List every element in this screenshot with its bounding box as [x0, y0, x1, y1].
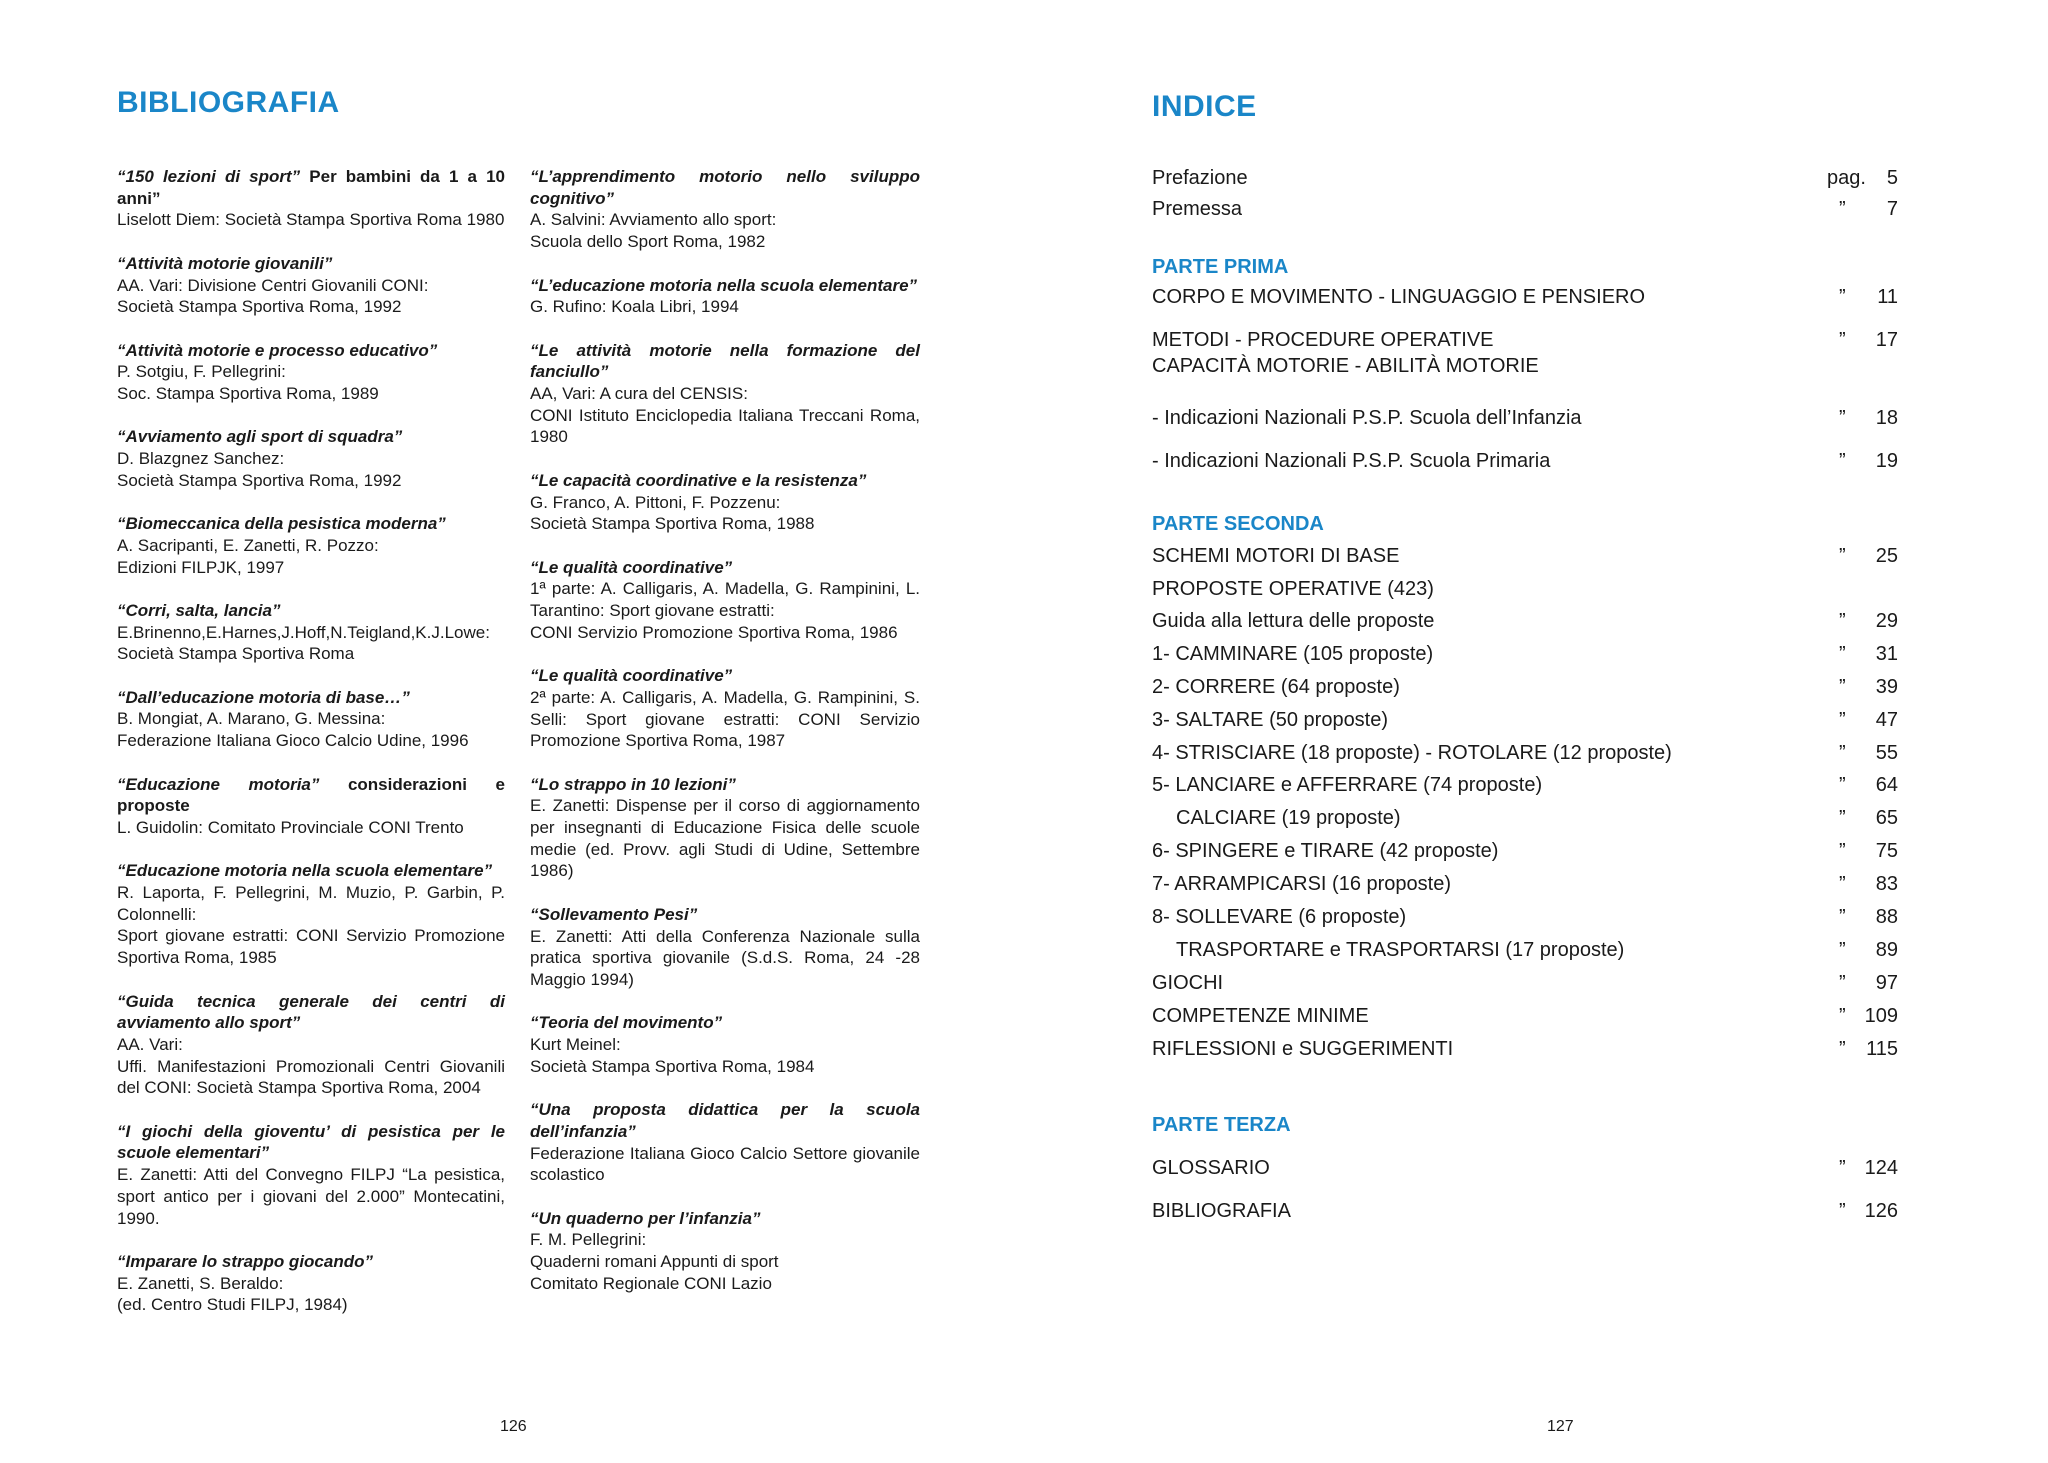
index-page-number: 89: [1875, 939, 1898, 961]
entry-detail: E. Zanetti: Atti della Conferenza Nazionale sulla pratica sportiva giovanile (S.d.S. Roma, 24 -28 Maggio 1994): [530, 926, 920, 989]
entry-detail: Società Stampa Sportiva Roma, 1992: [117, 470, 402, 490]
index-page-marker: ”: [1839, 709, 1846, 731]
index-page-number: 83: [1875, 873, 1898, 895]
index-page-marker: ”: [1839, 807, 1846, 829]
entry-title: “150 lezioni di sport”: [117, 167, 301, 186]
bibliography-entry: [117, 1121, 505, 1230]
entry-title: “Avviamento agli sport di squadra”: [117, 427, 403, 447]
index-label: CALCIARE (19 proposte): [1176, 807, 1401, 829]
index-section-heading: PARTE TERZA: [1152, 1114, 1291, 1136]
index-label: CAPACITÀ MOTORIE - ABILITÀ MOTORIE: [1152, 355, 1539, 377]
index-label: SCHEMI MOTORI DI BASE: [1152, 545, 1400, 567]
entry-detail: CONI Servizio Promozione Sportiva Roma, 1986: [530, 622, 898, 642]
entry-detail: L. Guidolin: Comitato Provinciale CONI Trento: [117, 817, 464, 837]
index-page-number: 19: [1875, 450, 1898, 472]
bibliography-entry: [530, 1012, 920, 1077]
entry-title: “I giochi della gioventu’ di pesistica per le scuole elementari”: [117, 1121, 505, 1163]
entry-detail: CONI Istituto Enciclopedia Italiana Treccani Roma, 1980: [530, 405, 920, 447]
index-page-number: 115: [1866, 1038, 1898, 1060]
bibliography-entry: [117, 340, 505, 405]
index-label: Prefazione: [1152, 167, 1248, 189]
bibliography-entry: [117, 1251, 505, 1316]
bibliography-entry: [117, 687, 505, 752]
index-label: CORPO E MOVIMENTO - LINGUAGGIO E PENSIERO: [1152, 286, 1646, 308]
index-page-number: 18: [1875, 407, 1898, 429]
bibliography-entry: [530, 1208, 920, 1295]
bibliography-entry: [117, 513, 505, 578]
index-page-marker: ”: [1839, 610, 1846, 632]
index-page-marker: ”: [1839, 198, 1846, 220]
index-label: COMPETENZE MINIME: [1152, 1005, 1369, 1027]
entry-detail: Società Stampa Sportiva Roma, 1992: [117, 297, 402, 317]
entry-detail: G. Franco, A. Pittoni, F. Pozzenu:: [530, 492, 781, 512]
entry-title: “Guida tecnica generale dei centri di avviamento allo sport”: [117, 991, 505, 1033]
page-number: 127: [1547, 1418, 1574, 1435]
entry-detail: Quaderni romani Appunti di sport: [530, 1252, 779, 1271]
entry-detail: Soc. Stampa Sportiva Roma, 1989: [117, 384, 379, 403]
entry-title: “Imparare lo strappo giocando”: [117, 1251, 373, 1271]
entry-detail: Scuola dello Sport Roma, 1982: [530, 232, 766, 252]
bibliography-entry: [117, 774, 505, 839]
entry-detail: P. Sotgiu, F. Pellegrini:: [117, 362, 286, 382]
index-page-marker: ”: [1839, 1038, 1846, 1060]
entry-title-extra: Per bambini da 1 a 10 anni”: [117, 167, 505, 208]
index-page-marker: ”: [1839, 676, 1846, 698]
bibliography-column-2: [530, 166, 920, 1316]
index-page-number: 17: [1875, 329, 1898, 351]
index-page-number: 65: [1875, 807, 1898, 829]
entry-title: “L’apprendimento motorio nello sviluppo cognitivo”: [530, 167, 920, 208]
index-page-number: 11: [1877, 286, 1898, 308]
entry-detail: Comitato Regionale CONI Lazio: [530, 1273, 772, 1293]
entry-title: “Sollevamento Pesi”: [530, 904, 698, 924]
entry-title: “Le attività motorie nella formazione del fanciullo”: [530, 340, 920, 382]
bibliography-entry: [530, 275, 920, 318]
bibliography-column-1: [117, 166, 505, 1338]
entry-title: “Attività motorie giovanili”: [117, 253, 333, 273]
page-number: 126: [500, 1418, 527, 1435]
entry-title: “Teoria del movimento”: [530, 1013, 723, 1033]
index-page-number: 39: [1875, 676, 1898, 698]
index-section-heading: PARTE PRIMA: [1152, 256, 1289, 278]
entry-title: “Le capacità coordinative e la resistenza”: [530, 470, 867, 490]
index-page-marker: ”: [1839, 1005, 1846, 1027]
index-label: Premessa: [1152, 198, 1243, 220]
index-page-marker: ”: [1839, 643, 1846, 665]
bibliography-entry: [117, 991, 505, 1100]
index-page-number: 64: [1875, 774, 1898, 796]
entry-detail: Società Stampa Sportiva Roma, 1988: [530, 514, 815, 534]
bibliography-entry: [530, 166, 920, 253]
entry-detail: E. Zanetti, S. Beraldo:: [117, 1273, 284, 1293]
entry-title: “Biomeccanica della pesistica moderna”: [117, 514, 446, 534]
entry-detail: AA. Vari: Divisione Centri Giovanili CONI:: [117, 275, 429, 295]
index-label: GIOCHI: [1152, 972, 1224, 994]
bibliography-entry: [530, 774, 920, 883]
index-label: METODI - PROCEDURE OPERATIVE: [1152, 329, 1494, 351]
index-page-marker: ”: [1839, 774, 1846, 796]
index-page-number: 75: [1875, 840, 1898, 862]
index-page-marker: ”: [1839, 286, 1846, 308]
entry-title: “Una proposta didattica per la scuola dell’infanzia”: [530, 1100, 920, 1141]
index-label: 4- STRISCIARE (18 proposte) - ROTOLARE (12 proposte): [1152, 742, 1672, 764]
index-page-number: 109: [1864, 1005, 1898, 1027]
bibliography-entry: [117, 600, 505, 665]
entry-detail: Kurt Meinel:: [530, 1035, 621, 1054]
index-page-marker: ”: [1839, 840, 1846, 862]
index-page-number: 97: [1875, 972, 1898, 994]
bibliography-entry: [117, 860, 505, 969]
index-page-marker: ”: [1839, 450, 1846, 472]
entry-detail: G. Rufino: Koala Libri, 1994: [530, 297, 739, 317]
index-label: - Indicazioni Nazionali P.S.P. Scuola Primaria: [1152, 450, 1551, 472]
entry-detail: Società Stampa Sportiva Roma: [117, 644, 355, 664]
index-label: 1- CAMMINARE (105 proposte): [1152, 643, 1434, 665]
index-label: PROPOSTE OPERATIVE (423): [1152, 578, 1434, 600]
index-page-number: 88: [1875, 906, 1898, 928]
entry-detail: Uffi. Manifestazioni Promozionali Centri Giovanili del CONI: Società Stampa Sportiva Roma, 2004: [117, 1056, 505, 1098]
entry-detail: Società Stampa Sportiva Roma, 1984: [530, 1056, 815, 1076]
index-label: RIFLESSIONI e SUGGERIMENTI: [1152, 1038, 1454, 1060]
index-label: 5- LANCIARE e AFFERRARE (74 proposte): [1152, 774, 1543, 796]
index-section-heading: PARTE SECONDA: [1152, 513, 1324, 535]
index-label: GLOSSARIO: [1152, 1157, 1270, 1179]
bibliography-entry: [530, 557, 920, 644]
index-page-marker: ”: [1839, 873, 1846, 895]
entry-title: “Le qualità coordinative”: [530, 557, 733, 577]
index-page-marker: ”: [1839, 906, 1846, 928]
entry-detail: B. Mongiat, A. Marano, G. Messina:: [117, 709, 386, 729]
index-page-marker: ”: [1839, 545, 1846, 567]
entry-detail: AA. Vari:: [117, 1034, 183, 1054]
entry-detail: 2ª parte: A. Calligaris, A. Madella, G. Rampinini, S. Selli: Sport giovane estratti: CONI Servizio Promozione Sportiva Roma, 1987: [530, 687, 920, 751]
entry-title: “Educazione motoria”: [117, 774, 320, 794]
index-page-number: 7: [1886, 198, 1898, 220]
index-page-number: 31: [1875, 643, 1898, 665]
page-heading: BIBLIOGRAFIA: [117, 86, 340, 119]
index-label: 6- SPINGERE e TIRARE (42 proposte): [1152, 840, 1499, 862]
entry-detail: Sport giovane estratti: CONI Servizio Promozione Sportiva Roma, 1985: [117, 926, 505, 968]
entry-detail: (ed. Centro Studi FILPJ, 1984): [117, 1295, 348, 1315]
bibliography-entry: [530, 1099, 920, 1186]
index-label: BIBLIOGRAFIA: [1152, 1200, 1291, 1222]
index-label: 2- CORRERE (64 proposte): [1152, 676, 1400, 698]
bibliography-entry: [117, 426, 505, 491]
index-label: Guida alla lettura delle proposte: [1152, 610, 1435, 632]
entry-detail: A. Salvini: Avviamento allo sport:: [530, 210, 777, 230]
bibliography-entry: [117, 253, 505, 318]
entry-detail: AA, Vari: A cura del CENSIS:: [530, 384, 748, 403]
entry-detail: Liselott Diem: Società Stampa Sportiva Roma 1980: [117, 210, 505, 230]
entry-title: “Educazione motoria nella scuola elementare”: [117, 861, 493, 881]
index-page-marker: pag.: [1827, 167, 1866, 189]
index-label: TRASPORTARE e TRASPORTARSI (17 proposte): [1176, 939, 1625, 961]
bibliography-entry: [530, 340, 920, 449]
index-page-number: 25: [1875, 545, 1898, 567]
entry-detail: E. Zanetti: Atti del Convegno FILPJ “La pesistica, sport antico per i giovani del 2.000” Montecatini, 1990.: [117, 1165, 505, 1228]
index-page-marker: ”: [1839, 972, 1846, 994]
index-page-marker: ”: [1839, 407, 1846, 429]
index-page-number: 29: [1875, 610, 1898, 632]
index-page-marker: ”: [1839, 1157, 1846, 1179]
entry-detail: Federazione Italiana Gioco Calcio Udine, 1996: [117, 731, 469, 751]
entry-detail: Edizioni FILPJK, 1997: [117, 557, 285, 577]
entry-detail: F. M. Pellegrini:: [530, 1230, 647, 1250]
entry-detail: E. Zanetti: Dispense per il corso di aggiornamento per insegnanti di Educazione Fisica delle scuole medie (ed. Provv. agli Studi di Udine, Settembre 1986): [530, 796, 920, 881]
entry-title: “Un quaderno per l’infanzia”: [530, 1208, 761, 1228]
index-label: 7- ARRAMPICARSI (16 proposte): [1152, 873, 1451, 895]
index-page-number: 55: [1875, 742, 1898, 764]
bibliography-entry: [117, 166, 505, 231]
entry-detail: E.Brinenno,E.Harnes,J.Hoff,N.Teigland,K.J.Lowe:: [117, 622, 490, 642]
entry-title: “Corri, salta, lancia”: [117, 600, 281, 620]
entry-title: “L’educazione motoria nella scuola elementare”: [530, 275, 918, 295]
entry-detail: Federazione Italiana Gioco Calcio Settore giovanile scolastico: [530, 1143, 920, 1185]
index-page-marker: ”: [1839, 1200, 1846, 1222]
entry-detail: A. Sacripanti, E. Zanetti, R. Pozzo:: [117, 535, 379, 555]
index-label: 8- SOLLEVARE (6 proposte): [1152, 906, 1407, 928]
index-page-number: 126: [1864, 1200, 1898, 1222]
entry-detail: 1ª parte: A. Calligaris, A. Madella, G. Rampinini, L. Tarantino: Sport giovane estratti:: [530, 579, 920, 620]
entry-detail: D. Blazgnez Sanchez:: [117, 449, 285, 469]
index-page-marker: ”: [1839, 329, 1846, 351]
index-page-marker: ”: [1839, 939, 1846, 961]
entry-title: “Le qualità coordinative”: [530, 666, 733, 686]
index-page-number: 5: [1886, 167, 1898, 189]
index-label: 3- SALTARE (50 proposte): [1152, 709, 1389, 731]
index-page-marker: ”: [1839, 742, 1846, 764]
entry-detail: R. Laporta, F. Pellegrini, M. Muzio, P. Garbin, P. Colonnelli:: [117, 883, 505, 924]
bibliography-entry: [530, 470, 920, 535]
bibliography-entry: [530, 904, 920, 991]
entry-title: “Attività motorie e processo educativo”: [117, 340, 438, 360]
index-page-number: 124: [1864, 1157, 1898, 1179]
entry-title-extra: considerazioni e proposte: [117, 774, 505, 816]
index-page-number: 47: [1875, 709, 1898, 731]
entry-title: “Dall’educazione motoria di base…”: [117, 687, 410, 707]
page-heading: INDICE: [1152, 90, 1257, 123]
entry-title: “Lo strappo in 10 lezioni”: [530, 774, 736, 794]
bibliography-entry: [530, 665, 920, 752]
index-label: - Indicazioni Nazionali P.S.P. Scuola dell’Infanzia: [1152, 407, 1582, 429]
